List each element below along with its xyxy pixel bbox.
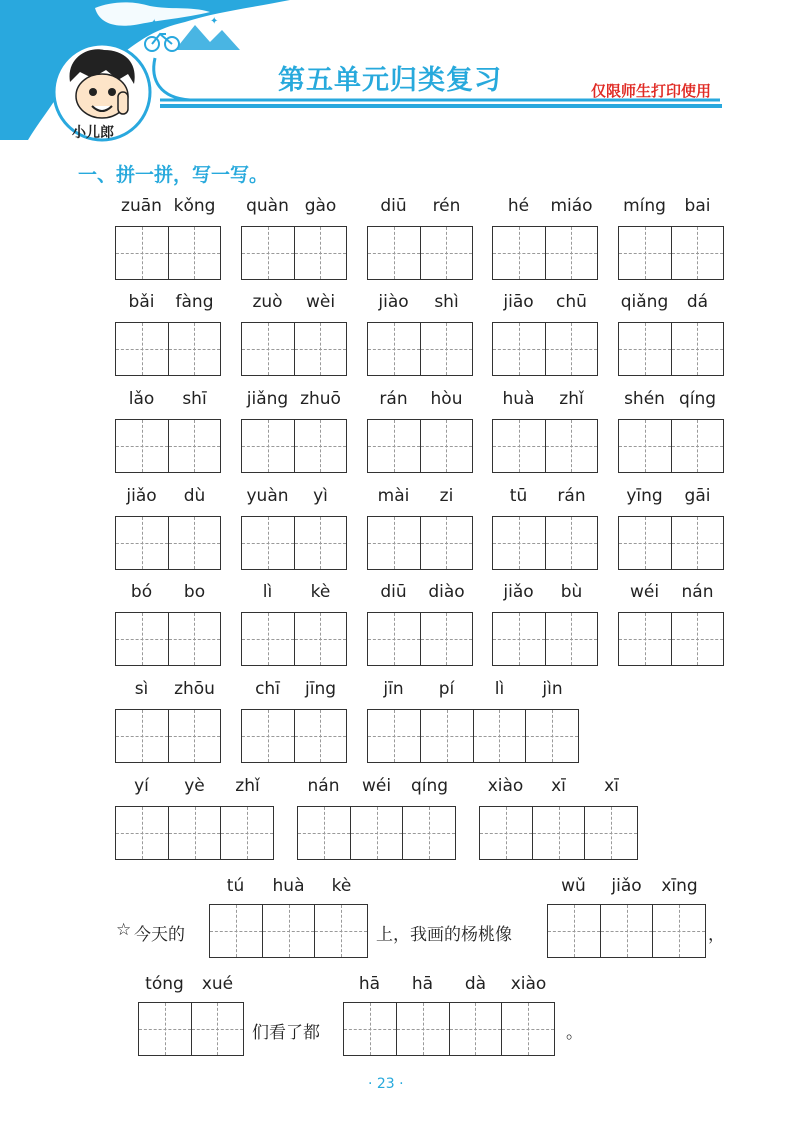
writing-cell[interactable] bbox=[584, 807, 637, 859]
writing-cell[interactable] bbox=[545, 613, 598, 665]
writing-grid[interactable] bbox=[297, 806, 456, 860]
pinyin-syllable: bǎi bbox=[128, 292, 155, 312]
pinyin-syllable: jīn bbox=[383, 679, 404, 699]
page-number: · 23 · bbox=[368, 1076, 404, 1092]
pinyin-syllable: lǎo bbox=[128, 389, 155, 409]
pinyin-syllable: bó bbox=[130, 582, 153, 602]
writing-cell[interactable] bbox=[619, 517, 671, 569]
writing-cell[interactable] bbox=[116, 323, 168, 375]
writing-cell[interactable] bbox=[116, 227, 168, 279]
pinyin-syllable: pí bbox=[438, 679, 455, 699]
star-icon: ✦ bbox=[150, 18, 159, 29]
writing-cell[interactable] bbox=[168, 517, 221, 569]
pinyin-syllable: dù bbox=[183, 486, 206, 506]
pinyin-syllable: wèi bbox=[305, 292, 336, 312]
pinyin-syllable: diū bbox=[380, 582, 407, 602]
writing-cell[interactable] bbox=[493, 517, 545, 569]
writing-grid[interactable] bbox=[618, 322, 724, 376]
writing-grid[interactable] bbox=[241, 516, 347, 570]
writing-cell[interactable] bbox=[420, 227, 473, 279]
pinyin-syllable: nán bbox=[307, 776, 340, 796]
writing-cell[interactable] bbox=[298, 807, 350, 859]
writing-grid[interactable] bbox=[618, 419, 724, 473]
writing-cell[interactable] bbox=[314, 905, 367, 957]
writing-grid[interactable] bbox=[367, 709, 579, 763]
writing-cell[interactable] bbox=[671, 323, 724, 375]
writing-cell[interactable] bbox=[242, 323, 294, 375]
writing-cell[interactable] bbox=[396, 1003, 449, 1055]
writing-grid[interactable] bbox=[618, 226, 724, 280]
writing-grid[interactable] bbox=[115, 419, 221, 473]
pinyin-syllable: tū bbox=[509, 486, 528, 506]
writing-grid[interactable] bbox=[241, 226, 347, 280]
pinyin-syllable: xiào bbox=[487, 776, 524, 796]
writing-grid[interactable] bbox=[492, 419, 598, 473]
writing-grid[interactable] bbox=[241, 322, 347, 376]
writing-cell[interactable] bbox=[294, 517, 347, 569]
writing-cell[interactable] bbox=[671, 517, 724, 569]
pinyin-syllable: sì bbox=[134, 679, 149, 699]
pinyin-syllable: yuàn bbox=[246, 486, 289, 506]
writing-cell[interactable] bbox=[619, 323, 671, 375]
pinyin-syllable: hé bbox=[507, 196, 530, 216]
writing-cell[interactable] bbox=[619, 420, 671, 472]
writing-cell[interactable] bbox=[168, 807, 221, 859]
writing-cell[interactable] bbox=[420, 710, 473, 762]
pinyin-syllable: jiǎo bbox=[503, 582, 534, 602]
writing-grid[interactable] bbox=[115, 806, 274, 860]
writing-grid[interactable] bbox=[115, 322, 221, 376]
pinyin-syllable: jiǎo bbox=[611, 876, 642, 896]
writing-cell[interactable] bbox=[210, 905, 262, 957]
bicycle-icon bbox=[145, 34, 179, 51]
pinyin-syllable: kè bbox=[310, 582, 331, 602]
pinyin-syllable: yè bbox=[184, 776, 205, 796]
pinyin-syllable: dà bbox=[464, 974, 487, 994]
writing-grid[interactable] bbox=[115, 516, 221, 570]
writing-cell[interactable] bbox=[168, 227, 221, 279]
writing-grid[interactable] bbox=[479, 806, 638, 860]
writing-cell[interactable] bbox=[368, 613, 420, 665]
pinyin-syllable: rán bbox=[379, 389, 408, 409]
header-rule bbox=[160, 104, 722, 108]
writing-cell[interactable] bbox=[420, 517, 473, 569]
pinyin-syllable: qiǎng bbox=[620, 292, 669, 312]
writing-cell[interactable] bbox=[368, 227, 420, 279]
writing-cell[interactable] bbox=[449, 1003, 502, 1055]
pinyin-syllable: rén bbox=[432, 196, 461, 216]
writing-cell[interactable] bbox=[294, 710, 347, 762]
pinyin-syllable: jìn bbox=[542, 679, 563, 699]
writing-grid[interactable] bbox=[343, 1002, 555, 1056]
writing-cell[interactable] bbox=[545, 227, 598, 279]
writing-cell[interactable] bbox=[545, 420, 598, 472]
pinyin-syllable: chī bbox=[255, 679, 280, 699]
pinyin-syllable: lì bbox=[262, 582, 273, 602]
writing-grid[interactable] bbox=[492, 516, 598, 570]
writing-cell[interactable] bbox=[368, 710, 420, 762]
pinyin-syllable: jiǎo bbox=[126, 486, 157, 506]
pinyin-syllable: qíng bbox=[678, 389, 717, 409]
writing-cell[interactable] bbox=[220, 807, 273, 859]
pinyin-syllable: huà bbox=[502, 389, 535, 409]
writing-cell[interactable] bbox=[116, 807, 168, 859]
pinyin-syllable: chū bbox=[556, 292, 587, 312]
pinyin-syllable: jiǎng bbox=[246, 389, 289, 409]
pinyin-syllable: zhǐ bbox=[559, 389, 584, 409]
writing-cell[interactable] bbox=[619, 227, 671, 279]
pinyin-syllable: wéi bbox=[629, 582, 660, 602]
pinyin-syllable: jiào bbox=[378, 292, 409, 312]
pinyin-syllable: bai bbox=[684, 196, 711, 216]
pinyin-syllable: gāi bbox=[684, 486, 711, 506]
writing-cell[interactable] bbox=[242, 517, 294, 569]
writing-cell[interactable] bbox=[368, 420, 420, 472]
pinyin-syllable: hā bbox=[411, 974, 434, 994]
writing-cell[interactable] bbox=[294, 323, 347, 375]
writing-cell[interactable] bbox=[402, 807, 455, 859]
writing-cell[interactable] bbox=[168, 323, 221, 375]
pinyin-syllable: zhōu bbox=[174, 679, 215, 699]
writing-cell[interactable] bbox=[191, 1003, 244, 1055]
writing-cell[interactable] bbox=[368, 323, 420, 375]
writing-cell[interactable] bbox=[652, 905, 705, 957]
writing-cell[interactable] bbox=[525, 710, 578, 762]
writing-grid[interactable] bbox=[618, 612, 724, 666]
writing-cell[interactable] bbox=[420, 420, 473, 472]
writing-grid[interactable] bbox=[367, 612, 473, 666]
writing-cell[interactable] bbox=[116, 613, 168, 665]
writing-cell[interactable] bbox=[294, 420, 347, 472]
star-icon: ✦ bbox=[210, 16, 219, 27]
writing-cell[interactable] bbox=[242, 613, 294, 665]
pinyin-syllable: míng bbox=[623, 196, 666, 216]
writing-cell[interactable] bbox=[294, 613, 347, 665]
pinyin-syllable: dá bbox=[686, 292, 709, 312]
pinyin-syllable: zhuō bbox=[300, 389, 341, 409]
pinyin-syllable: wǔ bbox=[561, 876, 586, 896]
sentence-text: 今天的 bbox=[134, 925, 185, 945]
sentence-punctuation: 。 bbox=[566, 1023, 583, 1043]
writing-cell[interactable] bbox=[116, 710, 168, 762]
writing-cell[interactable] bbox=[671, 227, 724, 279]
writing-grid[interactable] bbox=[618, 516, 724, 570]
pinyin-syllable: kǒng bbox=[173, 196, 216, 216]
writing-cell[interactable] bbox=[168, 420, 221, 472]
section-title: 一、拼一拼，写一写。 bbox=[78, 164, 269, 186]
writing-grid[interactable] bbox=[115, 709, 221, 763]
writing-cell[interactable] bbox=[493, 227, 545, 279]
pinyin-syllable: xiào bbox=[510, 974, 547, 994]
writing-grid[interactable] bbox=[492, 612, 598, 666]
pinyin-syllable: shì bbox=[434, 292, 459, 312]
pinyin-syllable: xīng bbox=[661, 876, 698, 896]
print-watermark: 仅限师生打印使用 bbox=[591, 82, 712, 100]
writing-cell[interactable] bbox=[168, 710, 221, 762]
pinyin-syllable: quàn bbox=[246, 196, 289, 216]
writing-cell[interactable] bbox=[480, 807, 532, 859]
pinyin-syllable: tú bbox=[226, 876, 245, 896]
writing-grid[interactable] bbox=[367, 226, 473, 280]
mountain-icon bbox=[175, 25, 240, 50]
pinyin-syllable: xī bbox=[604, 776, 619, 796]
header-line-curve bbox=[154, 58, 190, 100]
writing-cell[interactable] bbox=[350, 807, 403, 859]
writing-grid[interactable] bbox=[209, 904, 368, 958]
writing-cell[interactable] bbox=[168, 613, 221, 665]
writing-cell[interactable] bbox=[545, 323, 598, 375]
writing-cell[interactable] bbox=[242, 420, 294, 472]
pinyin-syllable: fàng bbox=[175, 292, 214, 312]
pinyin-syllable: kè bbox=[331, 876, 352, 896]
pinyin-syllable: hā bbox=[358, 974, 381, 994]
pinyin-syllable: miáo bbox=[550, 196, 593, 216]
pinyin-syllable: jiāo bbox=[503, 292, 534, 312]
writing-cell[interactable] bbox=[493, 420, 545, 472]
pinyin-syllable: zi bbox=[439, 486, 454, 506]
writing-cell[interactable] bbox=[532, 807, 585, 859]
pinyin-syllable: zhǐ bbox=[235, 776, 260, 796]
writing-cell[interactable] bbox=[420, 323, 473, 375]
pinyin-syllable: gào bbox=[304, 196, 337, 216]
writing-grid[interactable] bbox=[138, 1002, 244, 1056]
pinyin-syllable: wéi bbox=[361, 776, 392, 796]
pinyin-syllable: yì bbox=[313, 486, 328, 506]
pinyin-syllable: bo bbox=[183, 582, 206, 602]
pinyin-syllable: lì bbox=[494, 679, 505, 699]
writing-grid[interactable] bbox=[547, 904, 706, 958]
writing-cell[interactable] bbox=[344, 1003, 396, 1055]
writing-grid[interactable] bbox=[241, 709, 347, 763]
writing-cell[interactable] bbox=[420, 613, 473, 665]
writing-cell[interactable] bbox=[493, 323, 545, 375]
pinyin-syllable: shī bbox=[182, 389, 207, 409]
writing-cell[interactable] bbox=[116, 420, 168, 472]
writing-cell[interactable] bbox=[501, 1003, 554, 1055]
pinyin-syllable: shén bbox=[624, 389, 665, 409]
pinyin-syllable: bù bbox=[560, 582, 583, 602]
pinyin-syllable: huà bbox=[272, 876, 305, 896]
writing-cell[interactable] bbox=[671, 420, 724, 472]
writing-grid[interactable] bbox=[367, 516, 473, 570]
writing-grid[interactable] bbox=[492, 322, 598, 376]
writing-cell[interactable] bbox=[368, 517, 420, 569]
pinyin-syllable: hòu bbox=[430, 389, 463, 409]
writing-cell[interactable] bbox=[473, 710, 526, 762]
writing-grid[interactable] bbox=[241, 612, 347, 666]
pinyin-syllable: jīng bbox=[304, 679, 337, 699]
pinyin-syllable: yīng bbox=[626, 486, 663, 506]
pinyin-syllable: zuò bbox=[252, 292, 283, 312]
pinyin-syllable: diào bbox=[428, 582, 465, 602]
writing-grid[interactable] bbox=[367, 419, 473, 473]
writing-grid[interactable] bbox=[367, 322, 473, 376]
writing-cell[interactable] bbox=[139, 1003, 191, 1055]
writing-cell[interactable] bbox=[294, 227, 347, 279]
writing-cell[interactable] bbox=[262, 905, 315, 957]
writing-cell[interactable] bbox=[493, 613, 545, 665]
writing-grid[interactable] bbox=[492, 226, 598, 280]
pinyin-syllable: yí bbox=[134, 776, 149, 796]
writing-cell[interactable] bbox=[116, 517, 168, 569]
writing-cell[interactable] bbox=[242, 227, 294, 279]
writing-grid[interactable] bbox=[115, 612, 221, 666]
writing-cell[interactable] bbox=[545, 517, 598, 569]
sentence-punctuation: ， bbox=[708, 925, 725, 945]
unit-title: 第五单元归类复习 bbox=[278, 65, 502, 96]
pinyin-syllable: xué bbox=[201, 974, 234, 994]
writing-cell[interactable] bbox=[671, 613, 724, 665]
star-icon: ☆ bbox=[116, 920, 132, 940]
pinyin-syllable: diū bbox=[380, 196, 407, 216]
writing-grid[interactable] bbox=[241, 419, 347, 473]
sentence-text: 上，我画的杨桃像 bbox=[376, 925, 512, 945]
writing-cell[interactable] bbox=[548, 905, 600, 957]
sentence-text: 们看了都 bbox=[252, 1023, 320, 1043]
pinyin-syllable: rán bbox=[557, 486, 586, 506]
pinyin-syllable: nán bbox=[681, 582, 714, 602]
pinyin-syllable: xī bbox=[551, 776, 566, 796]
pinyin-syllable: qíng bbox=[410, 776, 449, 796]
writing-cell[interactable] bbox=[619, 613, 671, 665]
writing-grid[interactable] bbox=[115, 226, 221, 280]
pinyin-syllable: zuān bbox=[121, 196, 162, 216]
pinyin-syllable: tóng bbox=[145, 974, 184, 994]
mascot-label: 小儿郎 bbox=[72, 125, 114, 141]
writing-cell[interactable] bbox=[600, 905, 653, 957]
writing-cell[interactable] bbox=[242, 710, 294, 762]
pinyin-syllable: mài bbox=[377, 486, 410, 506]
